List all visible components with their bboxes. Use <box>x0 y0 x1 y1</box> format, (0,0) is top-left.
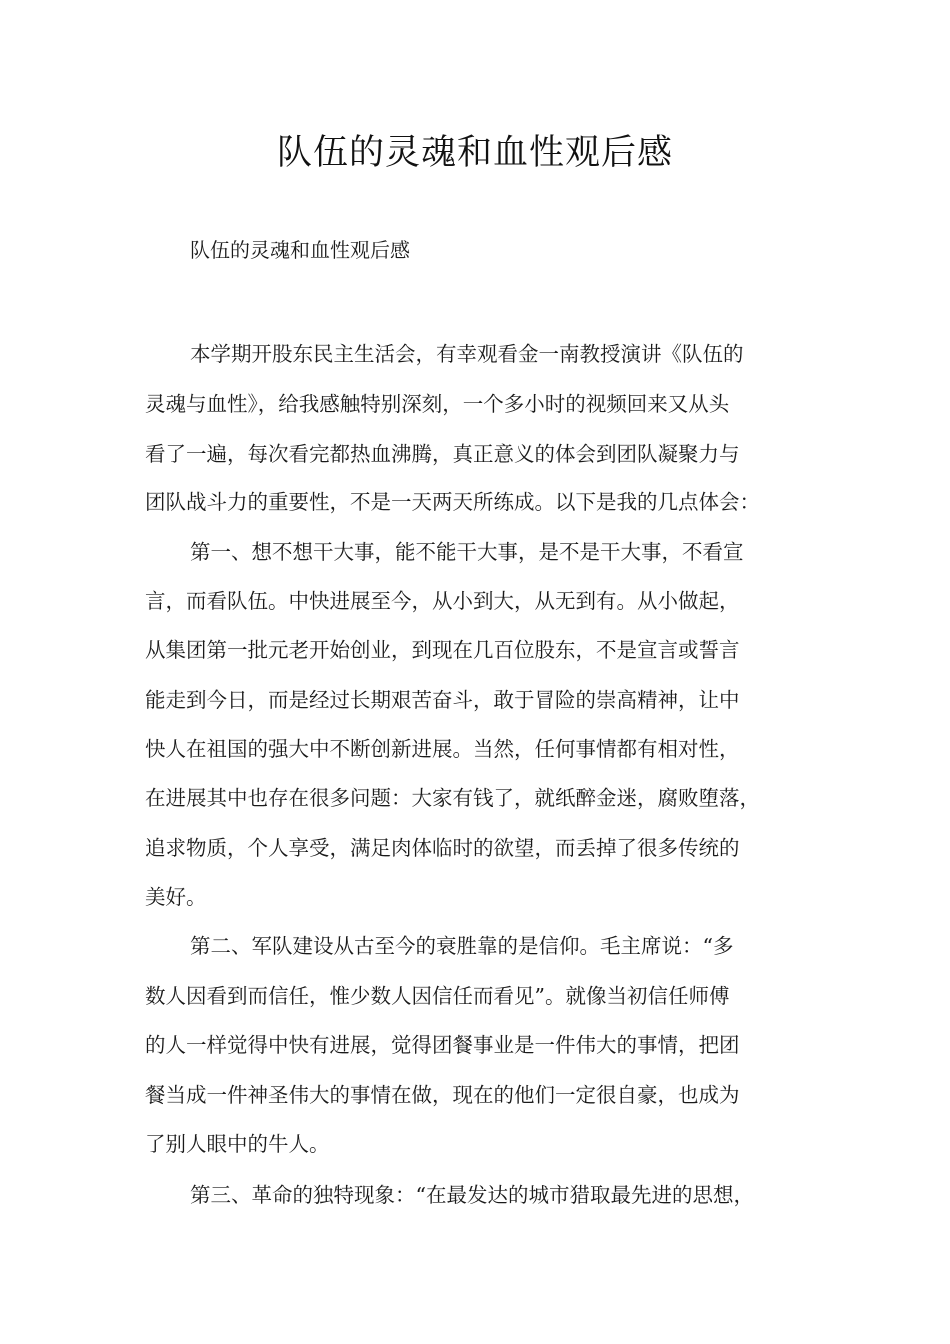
paragraph-line: 言，而看队伍。中快进展至今，从小到大，从无到有。从小做起， <box>145 589 740 613</box>
document-subtitle: 队伍的灵魂和血性观后感 <box>190 238 410 262</box>
paragraph-line: 第三、革命的独特现象：“在最发达的城市猎取最先进的思想， <box>190 1183 754 1207</box>
paragraph-line: 追求物质，个人享受，满足肉体临时的欲望，而丢掉了很多传统的 <box>145 836 740 860</box>
paragraph-line: 快人在祖国的强大中不断创新进展。当然，任何事情都有相对性， <box>145 737 740 761</box>
paragraph-line: 团队战斗力的重要性，不是一天两天所练成。以下是我的几点体会： <box>145 490 760 514</box>
paragraph-line: 餐当成一件神圣伟大的事情在做，现在的他们一定很自豪，也成为 <box>145 1083 740 1107</box>
paragraph-line: 灵魂与血性》，给我感触特别深刻，一个多小时的视频回来又从头 <box>145 392 730 416</box>
paragraph-line: 的人一样觉得中快有进展，觉得团餐事业是一件伟大的事情，把团 <box>145 1033 740 1057</box>
paragraph-line: 从集团第一批元老开始创业，到现在几百位股东，不是宣言或誓言 <box>145 638 740 662</box>
paragraph-line: 看了一遍，每次看完都热血沸腾，真正意义的体会到团队凝聚力与 <box>145 442 740 466</box>
paragraph-line: 在进展其中也存在很多问题：大家有钱了，就纸醉金迷，腐败堕落， <box>145 786 760 810</box>
paragraph-line: 能走到今日，而是经过长期艰苦奋斗，敢于冒险的崇高精神，让中 <box>145 688 740 712</box>
paragraph-line: 第一、想不想干大事，能不能干大事，是不是干大事，不看宣 <box>190 540 744 564</box>
paragraph-line: 本学期开股东民主生活会，有幸观看金一南教授演讲《队伍的 <box>190 342 744 366</box>
paragraph-line: 美好。 <box>145 885 207 909</box>
document-title: 队伍的灵魂和血性观后感 <box>276 133 673 173</box>
paragraph-line: 第二、军队建设从古至今的衰胜靠的是信仰。毛主席说：“多 <box>190 934 734 958</box>
paragraph-line: 数人因看到而信任，惟少数人因信任而看见”。就像当初信任师傅 <box>145 984 730 1008</box>
paragraph-line: 了别人眼中的牛人。 <box>145 1132 330 1156</box>
